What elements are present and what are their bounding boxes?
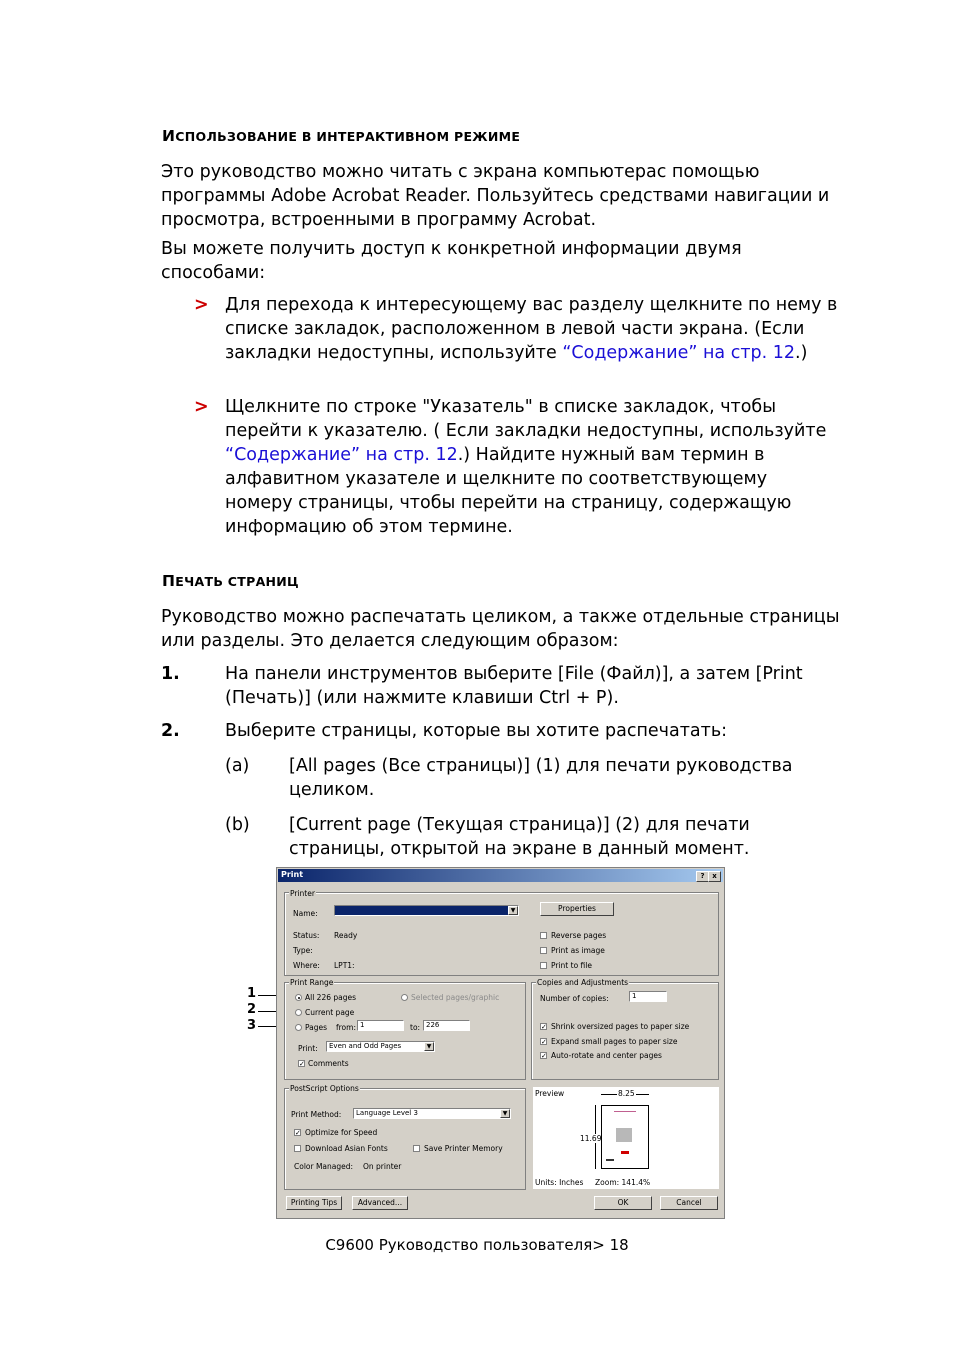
step-text: На панели инструментов выберите [File (Файл)], а затем [Print (Печать)] (или нажмите клавиши Ctrl + P). [225, 664, 803, 708]
print-method-label: Print Method: [291, 1110, 342, 1119]
help-button[interactable]: ? [696, 871, 709, 882]
color-managed-value: On printer [363, 1162, 402, 1171]
optimize-label: Optimize for Speed [305, 1128, 378, 1137]
copies-label: Number of copies: [540, 994, 609, 1003]
contents-link[interactable]: “Содержание” на стр. 12 [225, 445, 458, 465]
printer-group-label: Printer [290, 889, 315, 898]
advanced-button[interactable]: Advanced... [352, 1196, 408, 1210]
shrink-checkbox[interactable]: ✓ [541, 1023, 547, 1031]
paragraph-access: Вы можете получить доступ к конкретной информации двумя способами: [161, 239, 742, 283]
preview-page-red-mark [621, 1151, 629, 1154]
postscript-group-label: PostScript Options [290, 1084, 359, 1093]
chevron-down-icon[interactable]: ▼ [508, 906, 518, 915]
preview-page-footer-mark [606, 1159, 614, 1161]
auto-rotate-label: Auto-rotate and center pages [551, 1051, 662, 1060]
print-to-file-checkbox[interactable] [540, 962, 547, 969]
callout-label: 3 [247, 1018, 257, 1033]
reverse-pages-label: Reverse pages [551, 931, 607, 940]
status-value: Ready [334, 931, 358, 940]
preview-zoom: Zoom: 141.4% [595, 1178, 651, 1187]
print-subset-select[interactable]: Even and Odd Pages ▼ [326, 1041, 435, 1052]
printer-name-label: Name: [293, 909, 318, 918]
preview-panel [533, 1087, 719, 1189]
save-memory-label: Save Printer Memory [424, 1144, 503, 1153]
pages-label: Pages [305, 1023, 328, 1032]
print-to-file-label: Print to file [551, 961, 592, 970]
cancel-button[interactable]: Cancel [660, 1196, 718, 1210]
copies-input[interactable]: 1 [629, 991, 667, 1002]
where-label: Where: [293, 961, 320, 970]
comments-label: Comments [308, 1059, 349, 1068]
contents-link[interactable]: “Содержание” на стр. 12 [562, 343, 796, 363]
substep-text: [All pages (Все страницы)] (1) для печати руководства целиком. [289, 756, 793, 800]
optimize-checkbox[interactable]: ✓ [295, 1129, 301, 1137]
preview-height: 11.69 [580, 1134, 602, 1143]
paragraph-intro: Это руководство можно читать с экрана компьютерас помощью программы Adobe Acrobat Reader. Пользуйтесь средствами навигации и просмотра, встроенными в программу Acrobat. [161, 162, 830, 230]
status-label: Status: [293, 931, 320, 940]
download-fonts-label: Download Asian Fonts [305, 1144, 388, 1153]
bullet-bookmarks: Для перехода к интересующему вас разделу щелкните по нему в списке закладок, расположенном в левой части экрана. (Если закладки недоступны, используйте “Содержание” на стр. 12.) [225, 295, 838, 363]
chevron-down-icon[interactable]: ▼ [424, 1042, 434, 1051]
chevron-down-icon[interactable]: ▼ [500, 1109, 510, 1118]
where-value: LPT1: [334, 961, 355, 970]
print-dialog [276, 867, 725, 1219]
preview-width: 8.25 [618, 1089, 635, 1098]
reverse-pages-checkbox[interactable] [540, 932, 547, 939]
download-fonts-checkbox[interactable] [294, 1145, 301, 1152]
selected-pages-label: Selected pages/graphic [411, 993, 500, 1002]
print-method-select[interactable]: Language Level 3 ▼ [353, 1108, 511, 1119]
current-page-label: Current page [305, 1008, 355, 1017]
printing-tips-button[interactable]: Printing Tips [286, 1196, 342, 1210]
preview-label: Preview [535, 1089, 565, 1098]
callout-label: 1 [247, 986, 257, 1001]
expand-label: Expand small pages to paper size [551, 1037, 678, 1046]
bullet-arrow-icon: > [194, 295, 209, 315]
copies-group-label: Copies and Adjustments [537, 978, 629, 987]
step-number: 2. [161, 721, 180, 741]
all-pages-radio[interactable] [295, 994, 302, 1001]
ok-button[interactable]: OK [594, 1196, 652, 1210]
print-as-image-label: Print as image [551, 946, 605, 955]
from-label: from: [336, 1023, 356, 1032]
substep-marker: (b) [225, 815, 250, 835]
preview-units: Units: Inches [535, 1178, 584, 1187]
close-button[interactable]: x [708, 871, 721, 882]
auto-rotate-checkbox[interactable]: ✓ [541, 1052, 547, 1060]
to-input[interactable]: 226 [423, 1020, 470, 1031]
dialog-title: Print [281, 870, 304, 879]
print-as-image-checkbox[interactable] [540, 947, 547, 954]
comments-checkbox[interactable]: ✓ [299, 1060, 305, 1068]
print-range-label: Print Range [290, 978, 334, 987]
printer-name-select[interactable] [334, 905, 519, 916]
dialog-titlebar [278, 869, 723, 882]
properties-button[interactable]: Properties [540, 902, 614, 916]
preview-page [601, 1105, 649, 1169]
from-input[interactable]: 1 [357, 1020, 404, 1031]
substep-marker: (a) [225, 756, 250, 776]
postscript-group [284, 1088, 526, 1190]
selected-pages-radio[interactable] [401, 994, 408, 1001]
current-page-radio[interactable] [295, 1009, 302, 1016]
section-heading-printing: ПЕЧАТЬ СТРАНИЦ [162, 572, 299, 590]
shrink-label: Shrink oversized pages to paper size [551, 1022, 690, 1031]
paragraph-print-intro: Руководство можно распечатать целиком, а также отдельные страницы или разделы. Это делается следующим образом: [161, 607, 840, 651]
bullet-arrow-icon: > [194, 397, 209, 417]
page-footer: C9600 Руководство пользователя> 18 [325, 1236, 629, 1254]
expand-checkbox[interactable]: ✓ [541, 1038, 547, 1046]
save-memory-checkbox[interactable] [413, 1145, 420, 1152]
substep-text: [Current page (Текущая страница)] (2) для печати страницы, открытой на экране в данный момент. [289, 815, 750, 859]
callout-label: 2 [247, 1002, 257, 1017]
section-heading-online: ИСПОЛЬЗОВАНИЕ В ИНТЕРАКТИВНОМ РЕЖИМЕ [162, 127, 521, 145]
pages-radio[interactable] [295, 1024, 302, 1031]
type-label: Type: [293, 946, 313, 955]
step-number: 1. [161, 664, 180, 684]
all-pages-label: All 226 pages [305, 993, 357, 1002]
step-text: Выберите страницы, которые вы хотите распечатать: [225, 721, 728, 741]
printer-icon [616, 1128, 632, 1142]
preview-page-title-mark [614, 1111, 636, 1112]
print-subset-label: Print: [298, 1044, 318, 1053]
color-managed-label: Color Managed: [294, 1162, 354, 1171]
bullet-index: Щелкните по строке "Указатель" в списке закладок, чтобы перейти к указателю. ( Если закладки недоступны, используйте “Содержание” на стр. 12.) Найдите нужный вам термин в алфавитном указателе и щелкните по соответствующему номеру страницы, чтобы перейти на страницу, содержащую информацию об этом термине. [225, 397, 827, 537]
to-label: to: [410, 1023, 421, 1032]
